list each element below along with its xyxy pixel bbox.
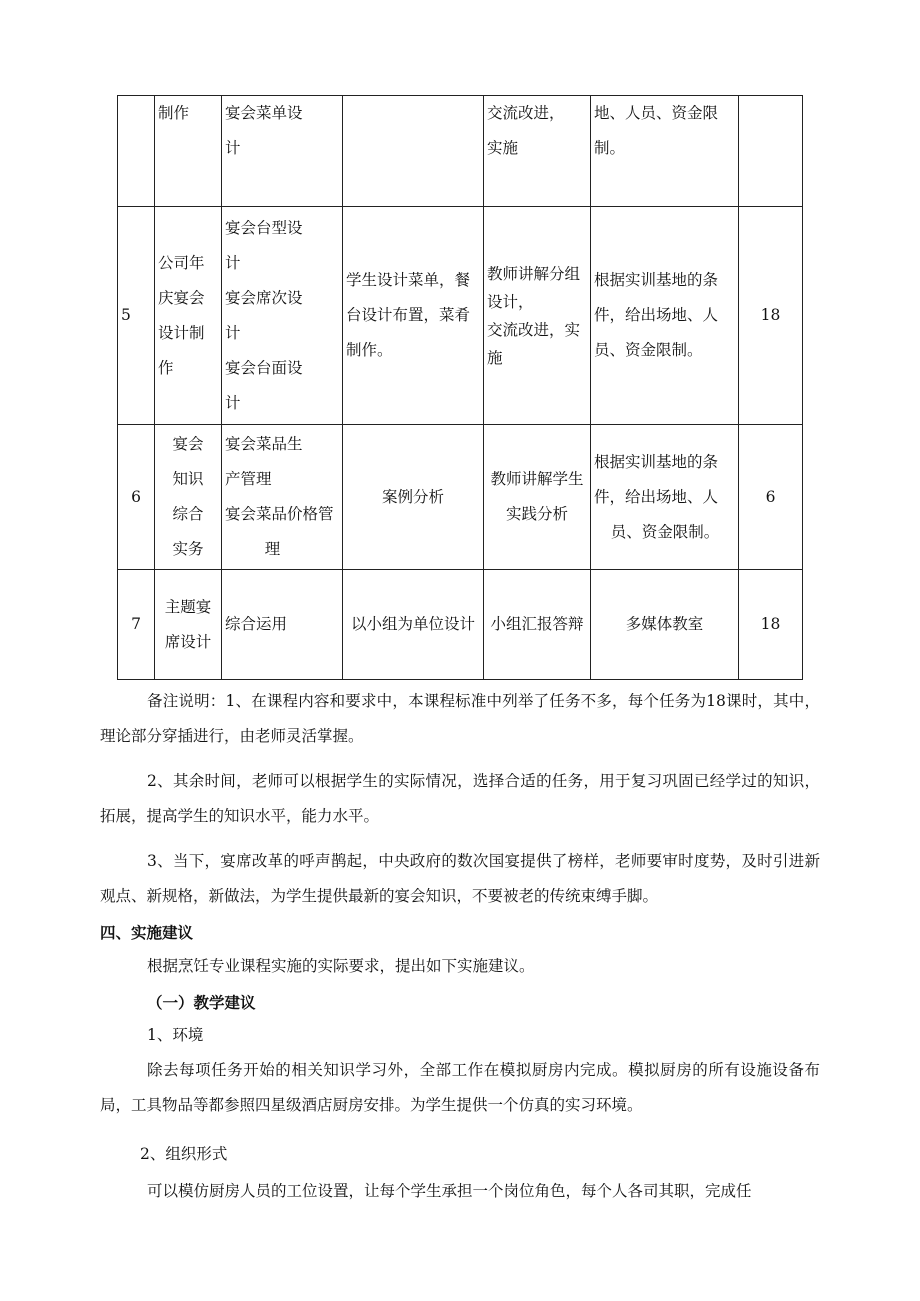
cell-name: 主题宴 席设计 bbox=[155, 570, 222, 680]
item-title-environment: 1、环境 bbox=[147, 1026, 204, 1044]
item-title-organization: 2、组织形式 bbox=[140, 1145, 228, 1163]
cell-task: 学生设计菜单，餐 台设计布置，菜肴 制作。 bbox=[343, 207, 484, 425]
item-text-environment: 除去每项任务开始的相关知识学习外，全部工作在模拟厨房内完成。模拟厨房的所有设施设备布局，工具物品等都参照四星级酒店厨房安排。为学生提供一个仿真的实习环境。 bbox=[100, 1061, 820, 1114]
section-heading: 四、实施建议 bbox=[100, 923, 194, 942]
table-row bbox=[118, 425, 803, 570]
cell-hours: 6 bbox=[739, 425, 803, 570]
cell-hours: 18 bbox=[739, 570, 803, 680]
subsection-heading: （一）教学建议 bbox=[147, 993, 256, 1012]
course-task-table bbox=[117, 95, 803, 680]
cell-task: 案例分析 bbox=[343, 425, 484, 570]
cell-no bbox=[118, 96, 155, 207]
cell-name: 制作 bbox=[155, 96, 222, 207]
table-row bbox=[118, 570, 803, 680]
item-text-organization: 可以模仿厨房人员的工位设置，让每个学生承担一个岗位角色，每个人各司其职，完成任 bbox=[147, 1182, 752, 1200]
cell-method: 教师讲解分组 设计， 交流改进，实 施 bbox=[484, 207, 591, 425]
cell-no: 7 bbox=[118, 570, 155, 680]
table-row bbox=[118, 96, 803, 207]
cell-condition: 根据实训基地的条 件，给出场地、人 员、资金限制。 bbox=[591, 207, 739, 425]
cell-content: 宴会菜单设 计 bbox=[222, 96, 343, 207]
cell-condition: 根据实训基地的条 件，给出场地、人 员、资金限制。 bbox=[591, 425, 739, 570]
cell-content: 综合运用 bbox=[222, 570, 343, 680]
table-row bbox=[118, 207, 803, 425]
cell-hours bbox=[739, 96, 803, 207]
remark-2: 2、其余时间，老师可以根据学生的实际情况，选择合适的任务，用于复习巩固已经学过的知识，拓展，提高学生的知识水平，能力水平。 bbox=[100, 772, 820, 825]
cell-name: 公司年 庆宴会 设计制 作 bbox=[155, 207, 222, 425]
cell-task bbox=[343, 96, 484, 207]
cell-hours: 18 bbox=[739, 207, 803, 425]
cell-no: 6 bbox=[118, 425, 155, 570]
cell-task: 以小组为单位设计 bbox=[343, 570, 484, 680]
cell-name: 宴会 知识 综合 实务 bbox=[155, 425, 222, 570]
cell-content: 宴会菜品生 产管理 宴会菜品价格管 理 bbox=[222, 425, 343, 570]
remark-1: 备注说明：1、在课程内容和要求中，本课程标准中列举了任务不多，每个任务为18课时，其中，理论部分穿插进行，由老师灵活掌握。 bbox=[100, 692, 820, 745]
cell-method: 小组汇报答辩 bbox=[484, 570, 591, 680]
cell-no: 5 bbox=[118, 207, 155, 425]
section-intro: 根据烹饪专业课程实施的实际要求，提出如下实施建议。 bbox=[147, 957, 535, 975]
cell-condition: 地、人员、资金限 制。 bbox=[591, 96, 739, 207]
cell-content: 宴会台型设 计 宴会席次设 计 宴会台面设 计 bbox=[222, 207, 343, 425]
cell-condition: 多媒体教室 bbox=[591, 570, 739, 680]
cell-method: 交流改进， 实施 bbox=[484, 96, 591, 207]
remark-3: 3、当下，宴席改革的呼声鹊起，中央政府的数次国宴提供了榜样，老师要审时度势，及时引进新观点、新规格，新做法，为学生提供最新的宴会知识，不要被老的传统束缚手脚。 bbox=[100, 852, 820, 905]
cell-method: 教师讲解学生 实践分析 bbox=[484, 425, 591, 570]
